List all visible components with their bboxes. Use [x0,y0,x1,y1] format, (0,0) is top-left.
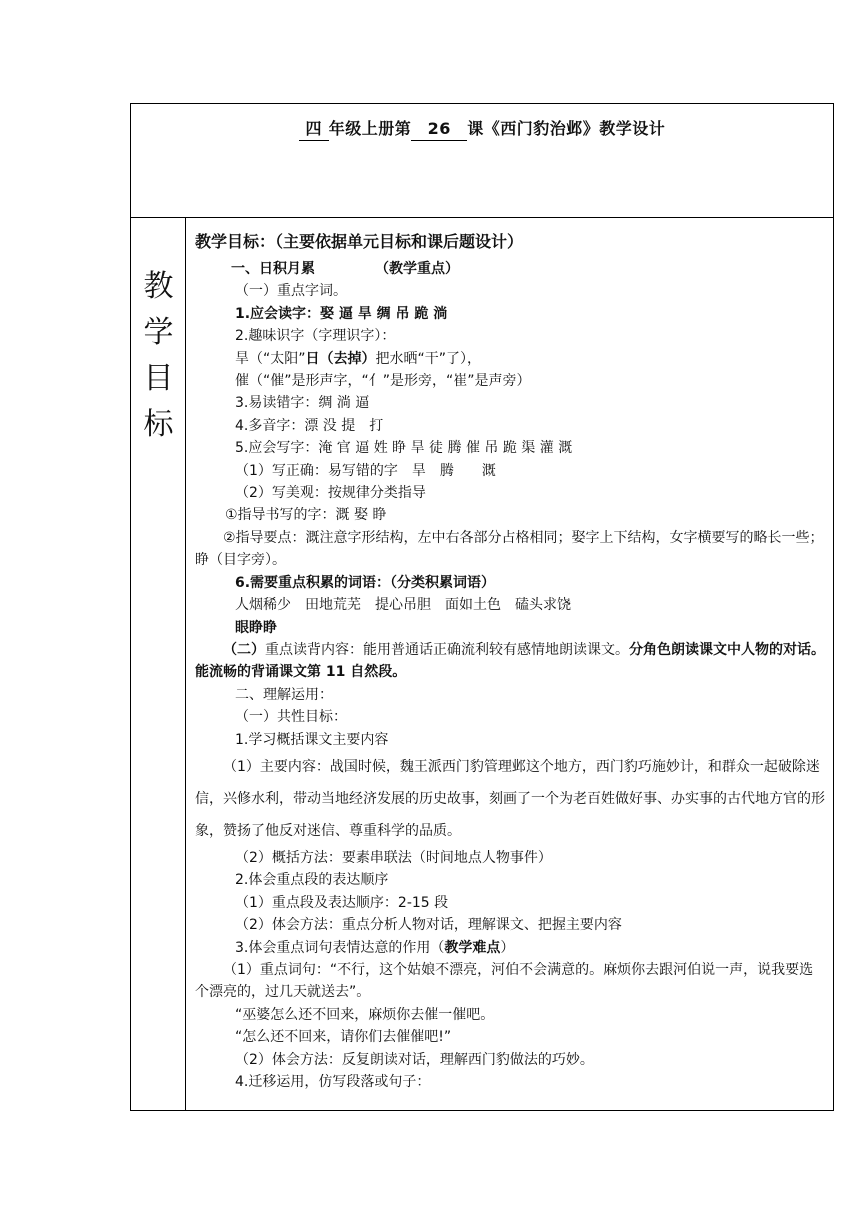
objectives-content [195,218,827,1110]
grade-blank: 四 [299,118,329,141]
line-guide-chars: ①指导书写的字：溉 娶 睁 [225,507,387,524]
title-cell [131,104,833,218]
line-write-chars: 5.应会写字：淹 官 逼 姓 睁 旱 徒 腾 催 吊 跪 渠 灌 溉 [235,440,573,457]
line-fun-chars: 2.趣味识字（字理识字）： [235,328,396,345]
line-summary: 1.学习概括课文主要内容 [235,731,389,748]
side-char: 学 [143,315,174,350]
line-vocab-extra: 眼睁睁 [235,619,277,636]
line-expression: 3.体会重点词句表情达意的作用（教学难点） [235,939,515,956]
line-polyphone: 4.多音字：漂 没 提 打 [235,417,384,434]
line-cui-explain: 催（“催”是形声字，“亻”是形旁，“崔”是声旁） [235,373,531,390]
objectives-heading: 教学目标：（主要依据单元目标和课后题设计） [195,232,524,251]
line-han-explain: 旱（“太阳”日（去掉）把水晒“干”了）， [235,350,482,367]
line-order: 2.体会重点段的表达顺序 [235,872,389,889]
side-char: 标 [143,407,174,442]
side-char: 目 [143,361,174,396]
line-write-correct: （1）写正确：易写错的字 旱 腾 溉 [235,462,496,479]
title-part2: 课《西门豹治邺》教学设计 [467,119,666,138]
line-write-beauty: （2）写美观：按规律分类指导 [235,485,426,502]
document-title [131,116,833,141]
line-misread: 3.易读错字：绸 淌 逼 [235,395,370,412]
line-key-sentences: （1）重点词句：“不行，这个姑娘不漂亮，河伯不会满意的。麻烦你去跟河伯说一声，说我要选个漂亮的，过几天就送去”。 [195,961,814,1001]
section-1-title: 一、日积月累 （教学重点） [231,261,459,277]
line-guide-points: ②指导要点：溉注意字形结构，左中右各部分占格相同；娶字上下结构，女字横要写的略长一些；睁（目字旁）。 [195,529,824,569]
line-quote-1: “巫婆怎么还不回来，麻烦你去催一催吧。 [235,1006,495,1023]
line-quote-2: “怎么还不回来，请你们去催催吧!” [235,1029,452,1046]
lesson-number-blank: 26 [411,118,467,141]
title-part1: 年级上册第 [328,119,412,138]
line-analysis-method: （2）体会方法：重点分析人物对话，理解课文、把握主要内容 [235,917,622,934]
side-label-cell [131,218,186,1110]
line-key-paragraph: （1）重点段及表达顺序：2-15 段 [235,894,449,911]
line-vocab-list: 人烟稀少 田地荒芜 提心吊胆 面如土色 磕头求饶 [235,597,571,614]
line-vocab: 6.需要重点积累的词语：（分类积累词语） [235,574,496,591]
lesson-plan-table [130,103,834,1111]
line-recite: （二）重点读背内容：能用普通话正确流利较有感情地朗读课文。分角色朗读课文中人物的对话。能流畅的背诵课文第 11 自然段。 [195,641,825,681]
subsection-1: （一）重点字词。 [235,283,347,300]
line-read-method: （2）体会方法：反复朗读对话，理解西门豹做法的巧妙。 [235,1051,594,1068]
line-read-chars: 1.应会读字：娶 逼 旱 绸 吊 跪 淌 [235,305,448,322]
subsection-common: （一）共性目标： [235,709,347,726]
side-char: 教 [143,269,174,304]
line-method: （2）概括方法：要素串联法（时间地点人物事件） [235,849,552,866]
side-label [131,264,186,448]
line-transfer: 4.迁移运用，仿写段落或句子： [235,1074,431,1090]
section-2-title: 二、理解运用： [235,686,333,703]
line-main-content: （1）主要内容：战国时候，魏王派西门豹管理邺这个地方，西门豹巧施妙计，和群众一起破除迷信，兴修水利，带动当地经济发展的历史故事，刻画了一个为老百姓做好事、办实事的古代地方官的形象，赞扬了他反对迷信、尊重科学的品质。 [195,758,825,839]
